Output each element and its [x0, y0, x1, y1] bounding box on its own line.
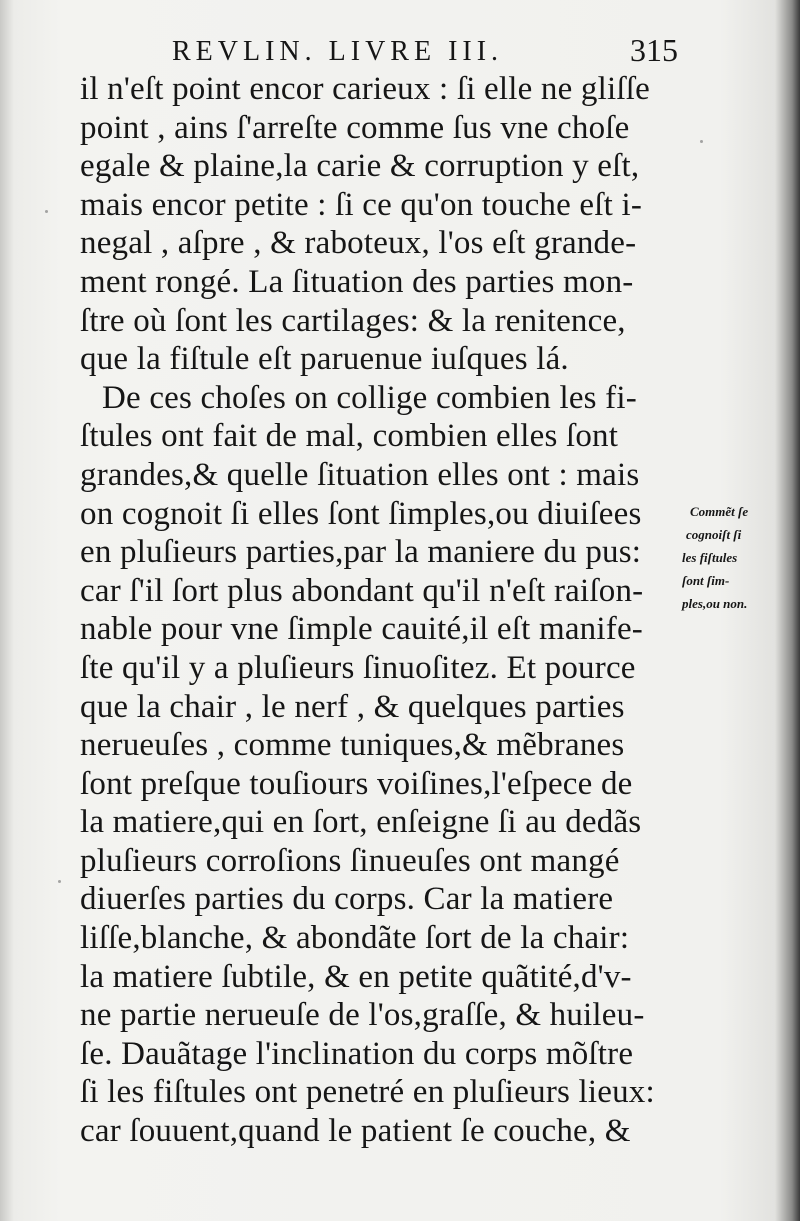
paper-speck — [45, 210, 48, 213]
margin-note-line: Commẽt ſe — [690, 504, 749, 519]
text-line: ſte qu'il y a pluſieurs ſinuoſitez. Et pource — [80, 649, 636, 686]
text-line: car ſouuent,quand le patient ſe couche, & — [80, 1113, 631, 1150]
text-line: diuerſes parties du corps. Car la matiere — [80, 881, 614, 918]
text-line: pluſieurs corroſions ſinueuſes ont mangé — [80, 842, 620, 879]
text-line: point , ains ſ'arreſte comme ſus vne choſe — [80, 109, 630, 146]
text-line: grandes,& quelle ſituation elles ont : mais — [80, 456, 640, 493]
text-line: ne partie nerueuſe de l'os,graſſe, & huileu- — [80, 997, 645, 1034]
text-line: liſſe,blanche, & abondãte ſort de la chair: — [80, 920, 630, 957]
text-line: ſi les fiſtules ont penetré en pluſieurs lieux: — [80, 1074, 655, 1111]
margin-note-line: les fiſtules — [682, 550, 738, 565]
text-line: ſtre où ſont les cartilages: & la renitence, — [80, 302, 626, 339]
text-line: ſe. Dauãtage l'inclination du corps mõſtre — [80, 1035, 634, 1072]
margin-note-line: cognoiſt ſi — [686, 527, 742, 542]
text-line: que la chair , le nerf , & quelques parties — [80, 688, 625, 725]
text-line: ſtules ont fait de mal, combien elles ſont — [80, 418, 619, 455]
margin-note-line: ſont ſim- — [682, 573, 730, 588]
text-line: ment rongé. La ſituation des parties mon- — [80, 263, 634, 300]
paper-speck — [58, 880, 61, 883]
body-text — [80, 70, 690, 1151]
text-line: en pluſieurs parties,par la maniere du pus: — [80, 534, 642, 571]
text-line: mais encor petite : ſi ce qu'on touche eſt i- — [80, 186, 643, 223]
text-line: egale & plaine,la carie & corruption y eſt, — [80, 148, 640, 185]
text-line: la matiere ſubtile, & en petite quãtité,d'v- — [80, 958, 632, 995]
text-line: que la fiſtule eſt paruenue iuſques lá. — [80, 341, 569, 378]
text-line: la matiere,qui en ſort, enſeigne ſi au dedãs — [80, 804, 642, 841]
text-line: car ſ'il ſort plus abondant qu'il n'eſt raiſon- — [80, 572, 644, 609]
paragraph-start-line: De ces choſes on collige combien les fi- — [102, 379, 637, 416]
text-line: on cognoit ſi elles ſont ſimples,ou diuiſees — [80, 495, 642, 532]
text-line: ſont preſque touſiours voiſines,l'eſpece de — [80, 765, 633, 802]
page-header — [80, 30, 690, 70]
text-line: il n'eſt point encor carieux : ſi elle ne gliſſe — [80, 71, 650, 107]
text-line: nable pour vne ſimple cauité,il eſt manife- — [80, 611, 643, 648]
text-line: nerueuſes , comme tuniques,& mẽbranes — [80, 727, 625, 764]
margin-note — [682, 500, 792, 615]
running-head: REVLIN. LIVRE III. — [172, 36, 504, 67]
page-number: 315 — [630, 32, 678, 68]
paper-speck — [700, 140, 703, 143]
margin-note-line: ples,ou non. — [682, 596, 748, 611]
text-line: negal , aſpre , & raboteux, l'os eſt grande- — [80, 225, 637, 262]
